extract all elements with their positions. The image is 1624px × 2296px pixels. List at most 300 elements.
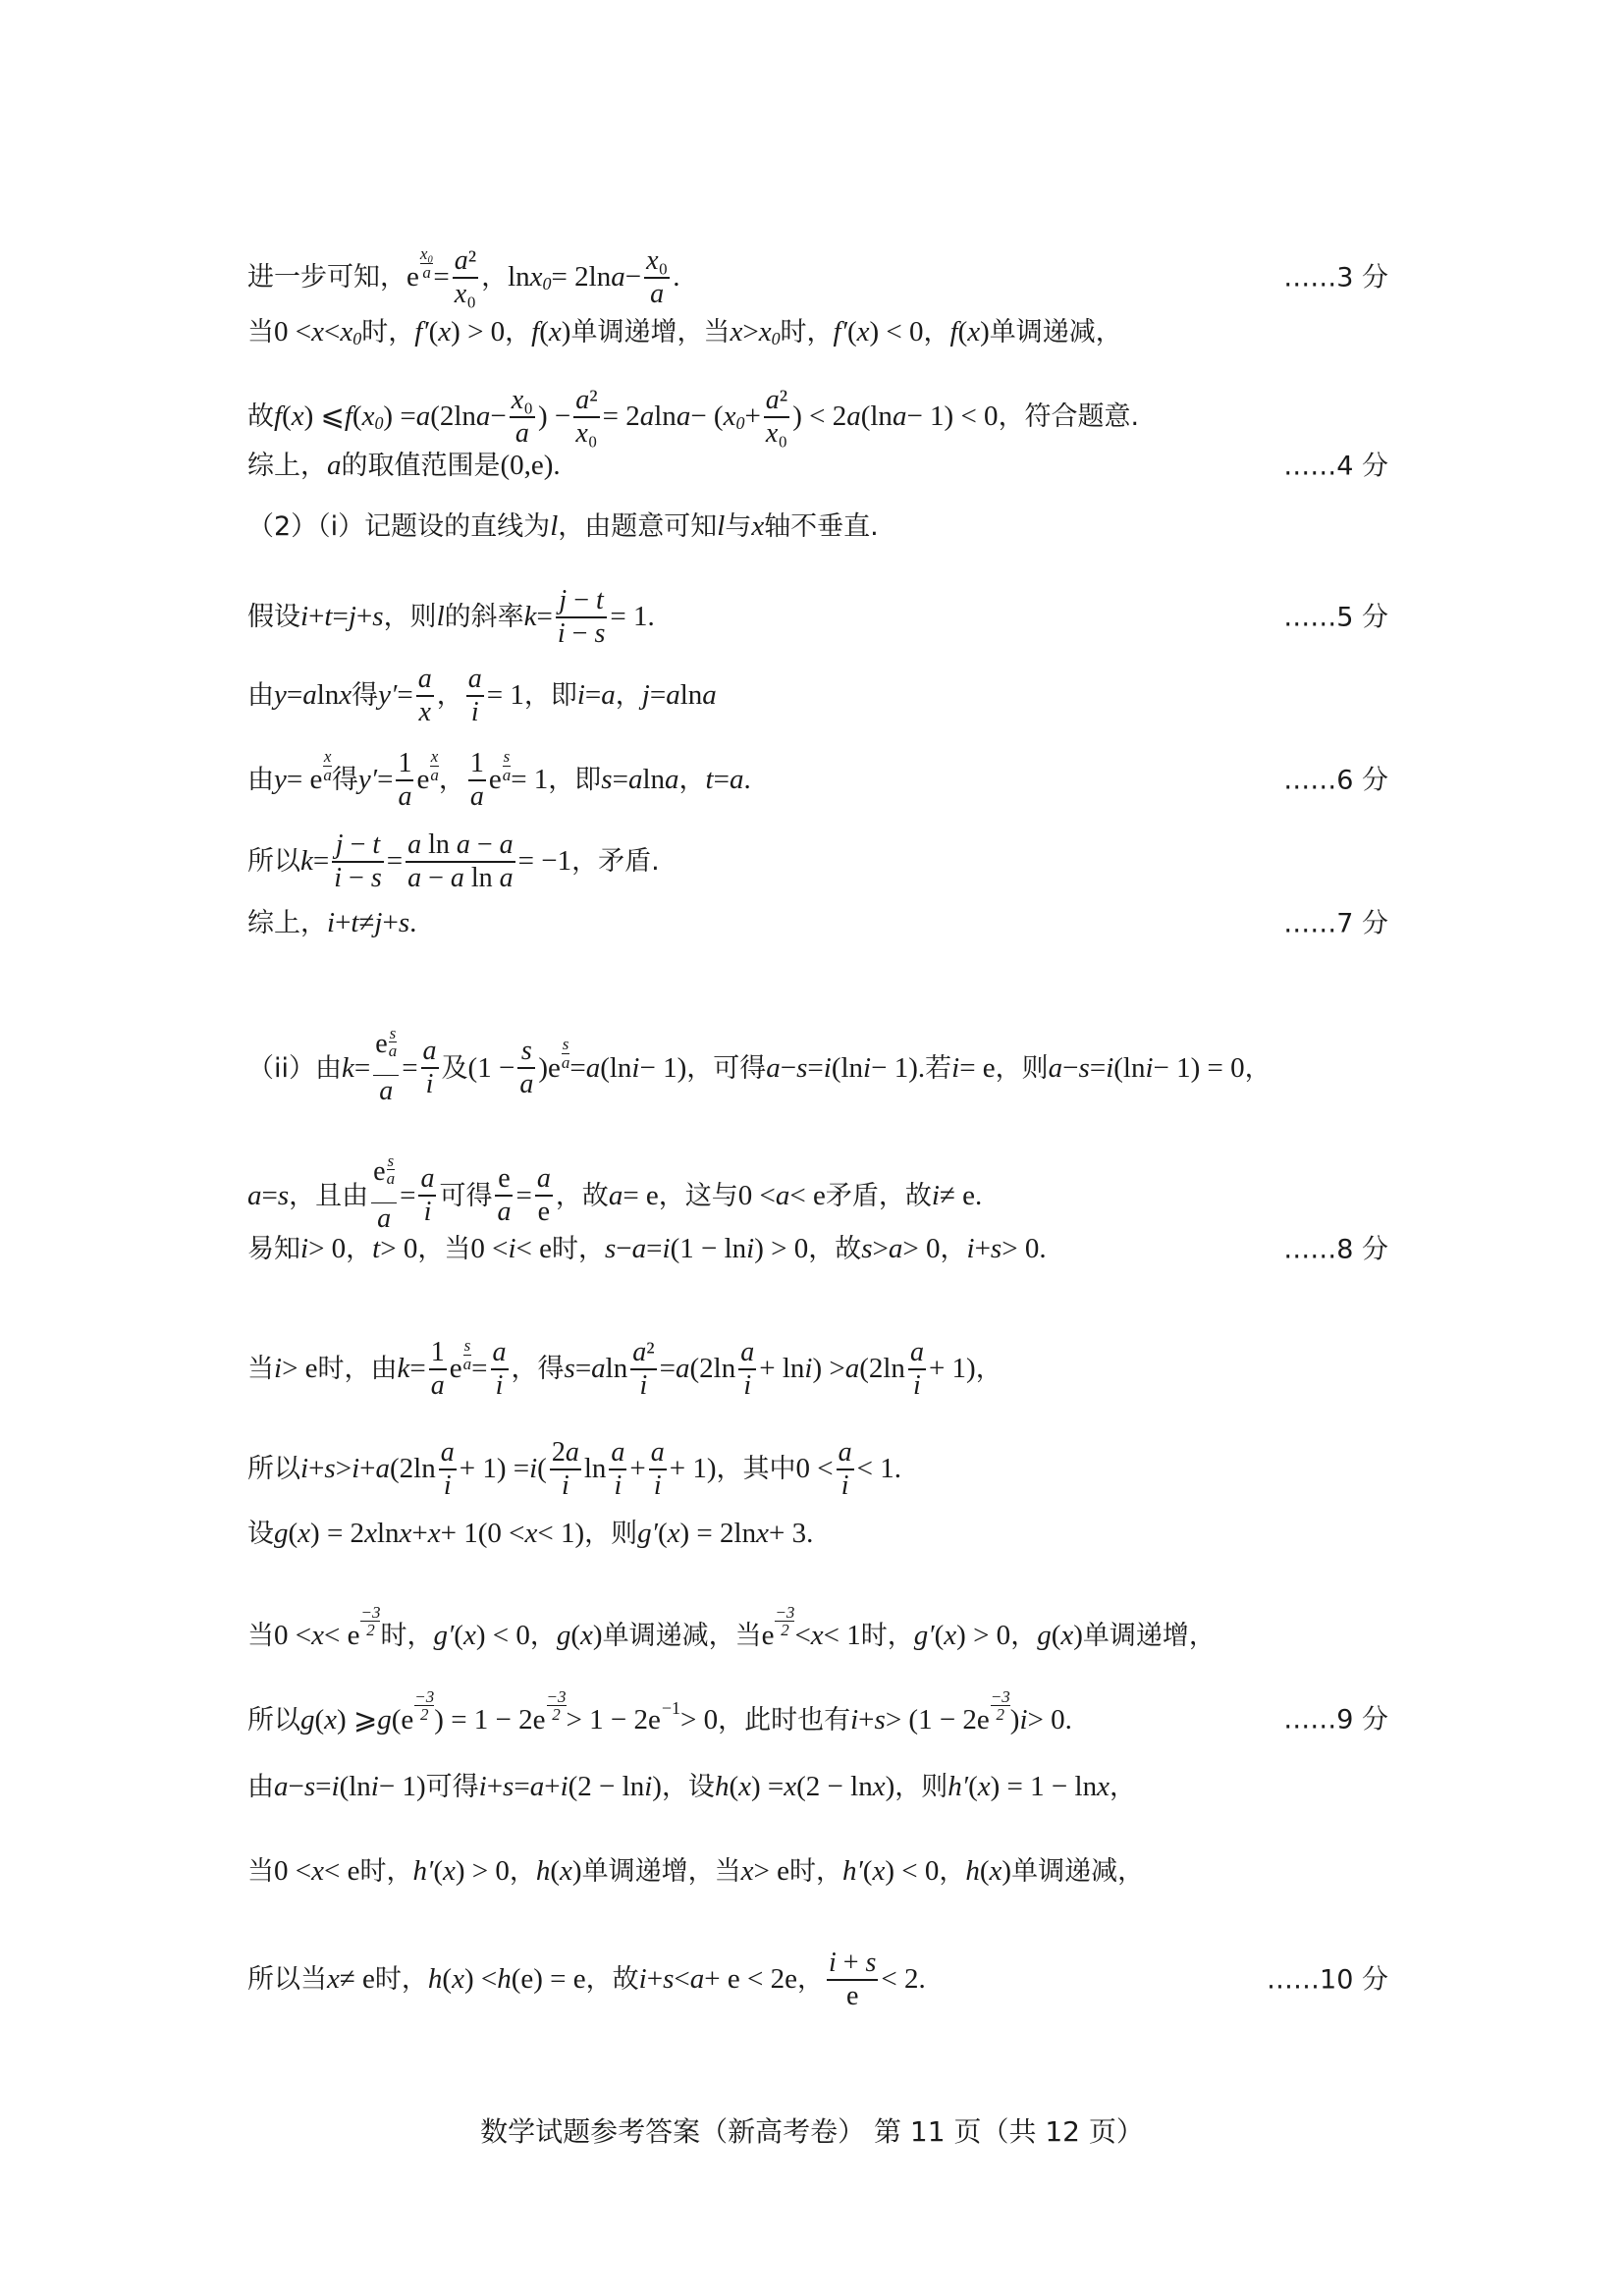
math-roman: ( (454, 1619, 463, 1651)
fraction-numerator (466, 664, 484, 695)
math-variable: i (840, 1469, 849, 1501)
math-variable: x (646, 245, 659, 276)
math-variable: a (536, 1163, 551, 1195)
math-variable: x (977, 1771, 991, 1802)
math-roman: 0 < (274, 316, 312, 347)
math-roman: + (858, 1703, 875, 1735)
fraction-denominator (613, 1470, 624, 1502)
solution-line (247, 245, 1388, 310)
math-variable: s (861, 1233, 873, 1264)
math-roman: − (565, 617, 595, 649)
line-content (247, 1520, 813, 1548)
math-roman: = (332, 601, 349, 633)
math-variable: k (397, 1353, 410, 1385)
chinese-text: ， (615, 680, 642, 712)
math-variable: i (653, 1469, 662, 1501)
fraction-denominator (764, 418, 789, 450)
fraction-denominator (424, 1069, 436, 1100)
fraction-numerator (609, 1437, 626, 1468)
math-variable: i (913, 1369, 921, 1401)
math-roman: = (315, 1771, 332, 1802)
math-roman: > (742, 316, 759, 347)
chinese-text: 时， (380, 1620, 434, 1651)
math-roman: + (646, 1963, 664, 1996)
chinese-text: 单调递增，当 (570, 317, 731, 347)
fraction-denominator (648, 279, 666, 310)
math-variable: h′ (947, 1771, 969, 1802)
math-variable: h (497, 1963, 512, 1996)
math-roman: − (624, 261, 642, 294)
math-roman: = (409, 1353, 426, 1385)
math-variable: i (931, 1179, 940, 1211)
exponent-denominator: 2 (366, 1621, 375, 1640)
math-roman: − 1) = 0 (1153, 1051, 1245, 1084)
chinese-text: 所以当 (247, 1964, 327, 1996)
math-variable: i (327, 907, 336, 938)
math-roman: = e (959, 1051, 996, 1084)
chinese-text: 故 (247, 401, 274, 433)
math-variable: a (456, 829, 470, 860)
line-content (247, 452, 561, 480)
math-variable: i (495, 1369, 504, 1401)
fraction-numerator (373, 1023, 399, 1075)
math-variable: a (469, 780, 484, 812)
exponent-denominator: a (422, 263, 431, 282)
line-content (247, 1437, 901, 1502)
math-variable: i (508, 1233, 516, 1264)
math-variable: x (967, 316, 981, 347)
math-variable: a (608, 1179, 623, 1211)
math-variable: x (364, 1518, 377, 1549)
exponent-numerator: −3 (414, 1686, 435, 1706)
chinese-text: 单调递减， (989, 317, 1122, 347)
math-roman: ln (679, 679, 703, 712)
math-variable: a (519, 1068, 534, 1099)
chinese-text: ，由题意可知 (558, 511, 718, 542)
math-variable: i (334, 862, 343, 893)
math-roman: > 0 (902, 1233, 941, 1264)
exponent-denominator: a (388, 1041, 398, 1061)
subscript: 0 (542, 274, 552, 294)
chinese-text: 由 (247, 765, 274, 796)
math-roman: ) − (537, 400, 571, 433)
math-variable: a (765, 385, 780, 415)
math-roman: = (646, 1233, 663, 1264)
math-variable: s (663, 1963, 675, 1996)
fraction-denominator (536, 1197, 552, 1228)
math-roman: ( (288, 1518, 298, 1549)
solution-line (247, 385, 1388, 450)
line-content (247, 664, 717, 728)
line-content (247, 909, 416, 937)
score-marker: ……5 分 (1283, 602, 1388, 633)
math-variable: x (327, 1963, 340, 1996)
exponent-denominator: a (462, 1355, 472, 1373)
math-roman: > e (282, 1353, 318, 1385)
math-roman: ² (646, 1337, 655, 1367)
math-variable: a (591, 1353, 606, 1385)
math-roman: = (471, 1353, 488, 1385)
chinese-text: 时， (374, 1964, 428, 1996)
math-roman: + (308, 1453, 325, 1485)
fraction (609, 1437, 626, 1502)
fraction (556, 585, 607, 650)
exponent-fraction (420, 245, 433, 282)
exponent-numerator: s (503, 747, 511, 767)
fraction-numerator (439, 1437, 457, 1468)
fraction-denominator (377, 1076, 395, 1107)
superscript: −1 (661, 1697, 680, 1718)
math-variable: g (300, 1703, 315, 1735)
math-roman: ) ⩾ (337, 1703, 378, 1735)
math-variable: k (342, 1051, 354, 1084)
math-roman: ) = (383, 400, 416, 433)
chinese-text: 单调递减， (1011, 1856, 1145, 1887)
solution-line (247, 1520, 1388, 1548)
math-roman: + 1) = (459, 1453, 530, 1485)
fraction-denominator (517, 1069, 535, 1100)
math-variable: t (705, 764, 714, 796)
exponent-numerator: x (430, 747, 439, 767)
math-roman: (2ln (430, 400, 476, 433)
math-roman: − (421, 862, 451, 893)
math-roman: 1 (430, 1337, 445, 1367)
math-variable: i (743, 1369, 752, 1401)
math-variable: x (740, 1855, 754, 1887)
math-variable: i (561, 1469, 569, 1501)
math-variable: i (274, 1353, 283, 1385)
chinese-text: ，其中 (716, 1454, 796, 1485)
score-marker: ……8 分 (1283, 1234, 1388, 1264)
math-roman: ) > 0 (754, 1233, 809, 1264)
fraction-numerator (630, 1337, 656, 1368)
chinese-text: ， (436, 680, 463, 712)
line-content (247, 245, 680, 310)
fraction-denominator (839, 1470, 851, 1502)
math-roman: − (567, 585, 596, 615)
math-variable: i (1106, 1051, 1114, 1084)
math-variable: x (311, 1855, 324, 1887)
math-variable: a (497, 1196, 512, 1227)
chinese-text: ， (481, 262, 509, 294)
math-roman: = (377, 764, 394, 796)
chinese-text: 矛盾，故 (825, 1180, 932, 1211)
math-roman: < 1. (856, 1453, 901, 1485)
exponent-numerator: −3 (775, 1602, 795, 1622)
chinese-text: ， (1244, 1052, 1272, 1084)
fraction-denominator (417, 697, 433, 728)
fraction (510, 385, 535, 450)
math-roman: ) (980, 316, 990, 347)
math-variable: a (575, 385, 590, 415)
math-variable: x (462, 1619, 476, 1651)
math-variable: x (529, 261, 543, 294)
math-variable: k (523, 601, 537, 633)
math-variable: a (454, 245, 468, 276)
math-variable: x (944, 1619, 957, 1651)
math-roman: e (761, 1619, 775, 1651)
math-roman: = (584, 679, 602, 712)
math-variable: y (274, 764, 287, 796)
math-roman: ) = 2ln (679, 1518, 757, 1549)
math-roman: − (288, 1771, 304, 1802)
chinese-text: 单调递减，当 (602, 1620, 762, 1651)
line-content (247, 1857, 1144, 1886)
page-footer: 数学试题参考答案（新高考卷） 第 11 页（共 12 页） (480, 2115, 1144, 2148)
math-variable: i (823, 1051, 832, 1084)
math-variable: x (311, 316, 324, 347)
math-roman: + (544, 1771, 561, 1802)
fraction-denominator (514, 418, 531, 450)
math-variable: x (758, 316, 772, 347)
math-roman: > (872, 1233, 889, 1264)
math-variable: x (756, 1518, 769, 1549)
math-roman: + (359, 1453, 376, 1485)
math-variable: h (535, 1855, 551, 1887)
math-roman: = (286, 679, 303, 712)
math-roman: − (780, 1051, 797, 1084)
fraction-numerator (421, 1036, 439, 1067)
math-variable: a (650, 278, 665, 309)
math-roman: ( (657, 1518, 668, 1549)
math-roman: ) (885, 1771, 895, 1802)
fraction-numerator (644, 245, 670, 277)
math-roman: ( (428, 316, 439, 347)
math-roman: ( (570, 1619, 581, 1651)
math-variable: a (631, 1233, 647, 1264)
fraction-denominator (375, 1203, 393, 1235)
math-variable: s (1078, 1051, 1090, 1084)
math-roman (493, 863, 500, 893)
math-variable: x (298, 1518, 311, 1549)
math-variable: s (564, 1353, 575, 1385)
math-roman: (2ln (859, 1353, 905, 1385)
exponent-denominator: a (502, 766, 512, 784)
math-variable: i (614, 1469, 623, 1501)
math-roman: (ln (339, 1771, 371, 1802)
math-roman: > e (753, 1855, 789, 1887)
math-roman: 0 < (795, 1453, 834, 1485)
math-variable: i (331, 1771, 340, 1802)
math-roman: < e (515, 1233, 552, 1264)
fraction-denominator (560, 1470, 571, 1502)
math-variable: a (529, 1771, 545, 1802)
exponent-numerator: −3 (360, 1602, 381, 1622)
fraction-denominator (422, 1197, 434, 1228)
fraction (908, 1337, 926, 1402)
math-roman: ) = 2 (310, 1518, 365, 1549)
math-variable: x (1060, 1619, 1074, 1651)
math-roman: < e (323, 1619, 360, 1651)
math-roman: ² (467, 245, 477, 276)
math-variable: i (576, 679, 585, 712)
math-variable: x (872, 1855, 886, 1887)
math-roman: ln (642, 764, 666, 796)
math-variable: x (511, 385, 524, 415)
chinese-text: ， (529, 1620, 557, 1651)
chinese-text: ，则 (584, 1519, 638, 1549)
math-variable: i (478, 1771, 487, 1802)
exponent-numerator: x₀ (419, 244, 434, 264)
math-variable: a (729, 764, 744, 796)
math-roman: − 1). (871, 1051, 926, 1084)
fraction (332, 829, 383, 894)
math-variable: s (990, 1233, 1002, 1264)
math-roman: e (845, 1980, 859, 2011)
math-roman: = (649, 679, 667, 712)
math-variable: a (892, 400, 907, 433)
chinese-text: 可得 (425, 1772, 479, 1802)
math-variable: y′ (378, 679, 398, 712)
line-content (247, 829, 660, 894)
chinese-text: ， (505, 317, 532, 347)
fraction (738, 1337, 756, 1402)
math-variable: a (475, 400, 491, 433)
math-variable: a (888, 1233, 903, 1264)
math-variable: a (417, 664, 432, 694)
math-roman: = (312, 845, 330, 878)
math-roman: = −1 (517, 845, 572, 878)
math-roman: > 0. (1001, 1233, 1047, 1264)
math-variable: x (442, 1855, 456, 1887)
math-roman: ( (968, 1771, 978, 1802)
math-variable: a (375, 1453, 390, 1485)
math-roman: ( (550, 1855, 561, 1887)
chinese-text: ， (940, 1234, 967, 1264)
math-variable: a (650, 1437, 665, 1468)
math-roman: = (353, 1051, 371, 1084)
chinese-text: 当 (247, 317, 274, 347)
fraction-denominator (332, 863, 383, 894)
math-variable: i (638, 1963, 647, 1996)
chinese-text: 所以 (247, 1454, 300, 1485)
math-roman: 0 < (274, 1855, 312, 1887)
math-roman: ) = (750, 1771, 785, 1802)
fraction (373, 1023, 399, 1107)
fraction (535, 1163, 553, 1228)
fraction (573, 385, 599, 450)
math-roman: ) (1073, 1619, 1083, 1651)
fraction (827, 1948, 878, 2012)
exponent-fraction (562, 1036, 570, 1072)
math-variable: i (557, 617, 566, 649)
math-variable: s (503, 1771, 514, 1802)
exponent-numerator: s (387, 1150, 395, 1170)
math-variable: l (550, 510, 559, 542)
math-roman: (2ln (689, 1353, 736, 1385)
math-variable: a (327, 450, 342, 481)
math-variable: x (418, 696, 431, 727)
math-roman: ( (729, 1771, 739, 1802)
math-roman: ≠ (358, 907, 375, 938)
math-variable: a (740, 1337, 755, 1367)
math-variable: i (470, 696, 479, 727)
math-variable: s (601, 764, 613, 796)
fraction (468, 748, 486, 813)
fraction (466, 664, 484, 728)
math-variable: s (594, 617, 606, 649)
math-roman: ≠ e. (939, 1179, 983, 1211)
math-variable: a (422, 1036, 437, 1067)
math-roman: (ln (860, 400, 893, 433)
math-variable: x (524, 1518, 538, 1549)
math-variable: a (676, 400, 691, 433)
math-roman: . (673, 261, 680, 294)
chinese-text: 的取值范围是 (341, 451, 501, 481)
math-roman: − 1) < 0 (906, 400, 999, 433)
exponent-numerator: s (389, 1023, 397, 1042)
chinese-text: ，故 (808, 1234, 862, 1264)
chinese-text: 时， (780, 317, 834, 347)
fraction-numerator (535, 1163, 553, 1195)
math-roman: ( (1051, 1619, 1061, 1651)
math-variable: x (311, 1619, 324, 1651)
math-roman: (1 − (467, 1051, 515, 1084)
math-variable: x (856, 316, 870, 347)
fraction (649, 1437, 667, 1502)
math-roman: > 0. (1027, 1703, 1072, 1735)
chinese-text: 轴不垂直. (764, 511, 879, 542)
math-roman: + (836, 1948, 866, 1978)
math-variable: x (580, 1619, 593, 1651)
exponent-fraction (463, 1337, 472, 1373)
math-variable: a (415, 400, 431, 433)
math-roman: ln (376, 1518, 400, 1549)
math-variable: s (605, 1233, 617, 1264)
solution-line (247, 829, 1388, 894)
math-variable: i (1145, 1051, 1154, 1084)
math-roman: ) < (463, 1963, 498, 1996)
chinese-text: 及 (441, 1052, 468, 1084)
math-variable: a (585, 1051, 601, 1084)
math-variable: a (407, 862, 422, 893)
fraction-denominator (495, 1197, 513, 1228)
exponent-denominator: a (323, 766, 332, 784)
exponent-denominator: 2 (781, 1621, 789, 1640)
exponent-denominator: 2 (552, 1705, 561, 1725)
math-roman: ln (605, 1353, 628, 1385)
score-marker: ……7 分 (1283, 908, 1388, 938)
math-variable: a (676, 1353, 690, 1385)
math-roman: ln (508, 261, 530, 294)
fraction (837, 1437, 854, 1502)
math-variable: a (514, 417, 529, 449)
math-variable: g (377, 1703, 392, 1735)
math-variable: a (420, 1163, 435, 1195)
fraction-numerator (418, 1163, 436, 1195)
fraction-numerator (496, 1163, 512, 1195)
math-roman: + 1) (928, 1353, 976, 1385)
math-roman: ln (428, 829, 450, 860)
solution-line (247, 512, 1388, 541)
math-roman: e (537, 1196, 551, 1227)
math-variable: s (370, 862, 382, 893)
math-variable: i (300, 1233, 309, 1264)
math-roman: = (261, 1179, 278, 1211)
math-variable: x (872, 1771, 886, 1802)
math-roman: . (409, 907, 417, 938)
math-roman: < (794, 1619, 811, 1651)
math-roman: ) < 0 (885, 1855, 940, 1887)
math-variable: s (372, 601, 384, 633)
chinese-text: 当 (247, 1620, 274, 1651)
chinese-text: 与 (725, 511, 752, 542)
math-variable: s (398, 907, 410, 938)
math-variable: j (335, 829, 344, 860)
math-roman: = (807, 1051, 824, 1084)
math-roman: ₀ (587, 417, 598, 449)
math-roman: = (402, 1051, 418, 1084)
